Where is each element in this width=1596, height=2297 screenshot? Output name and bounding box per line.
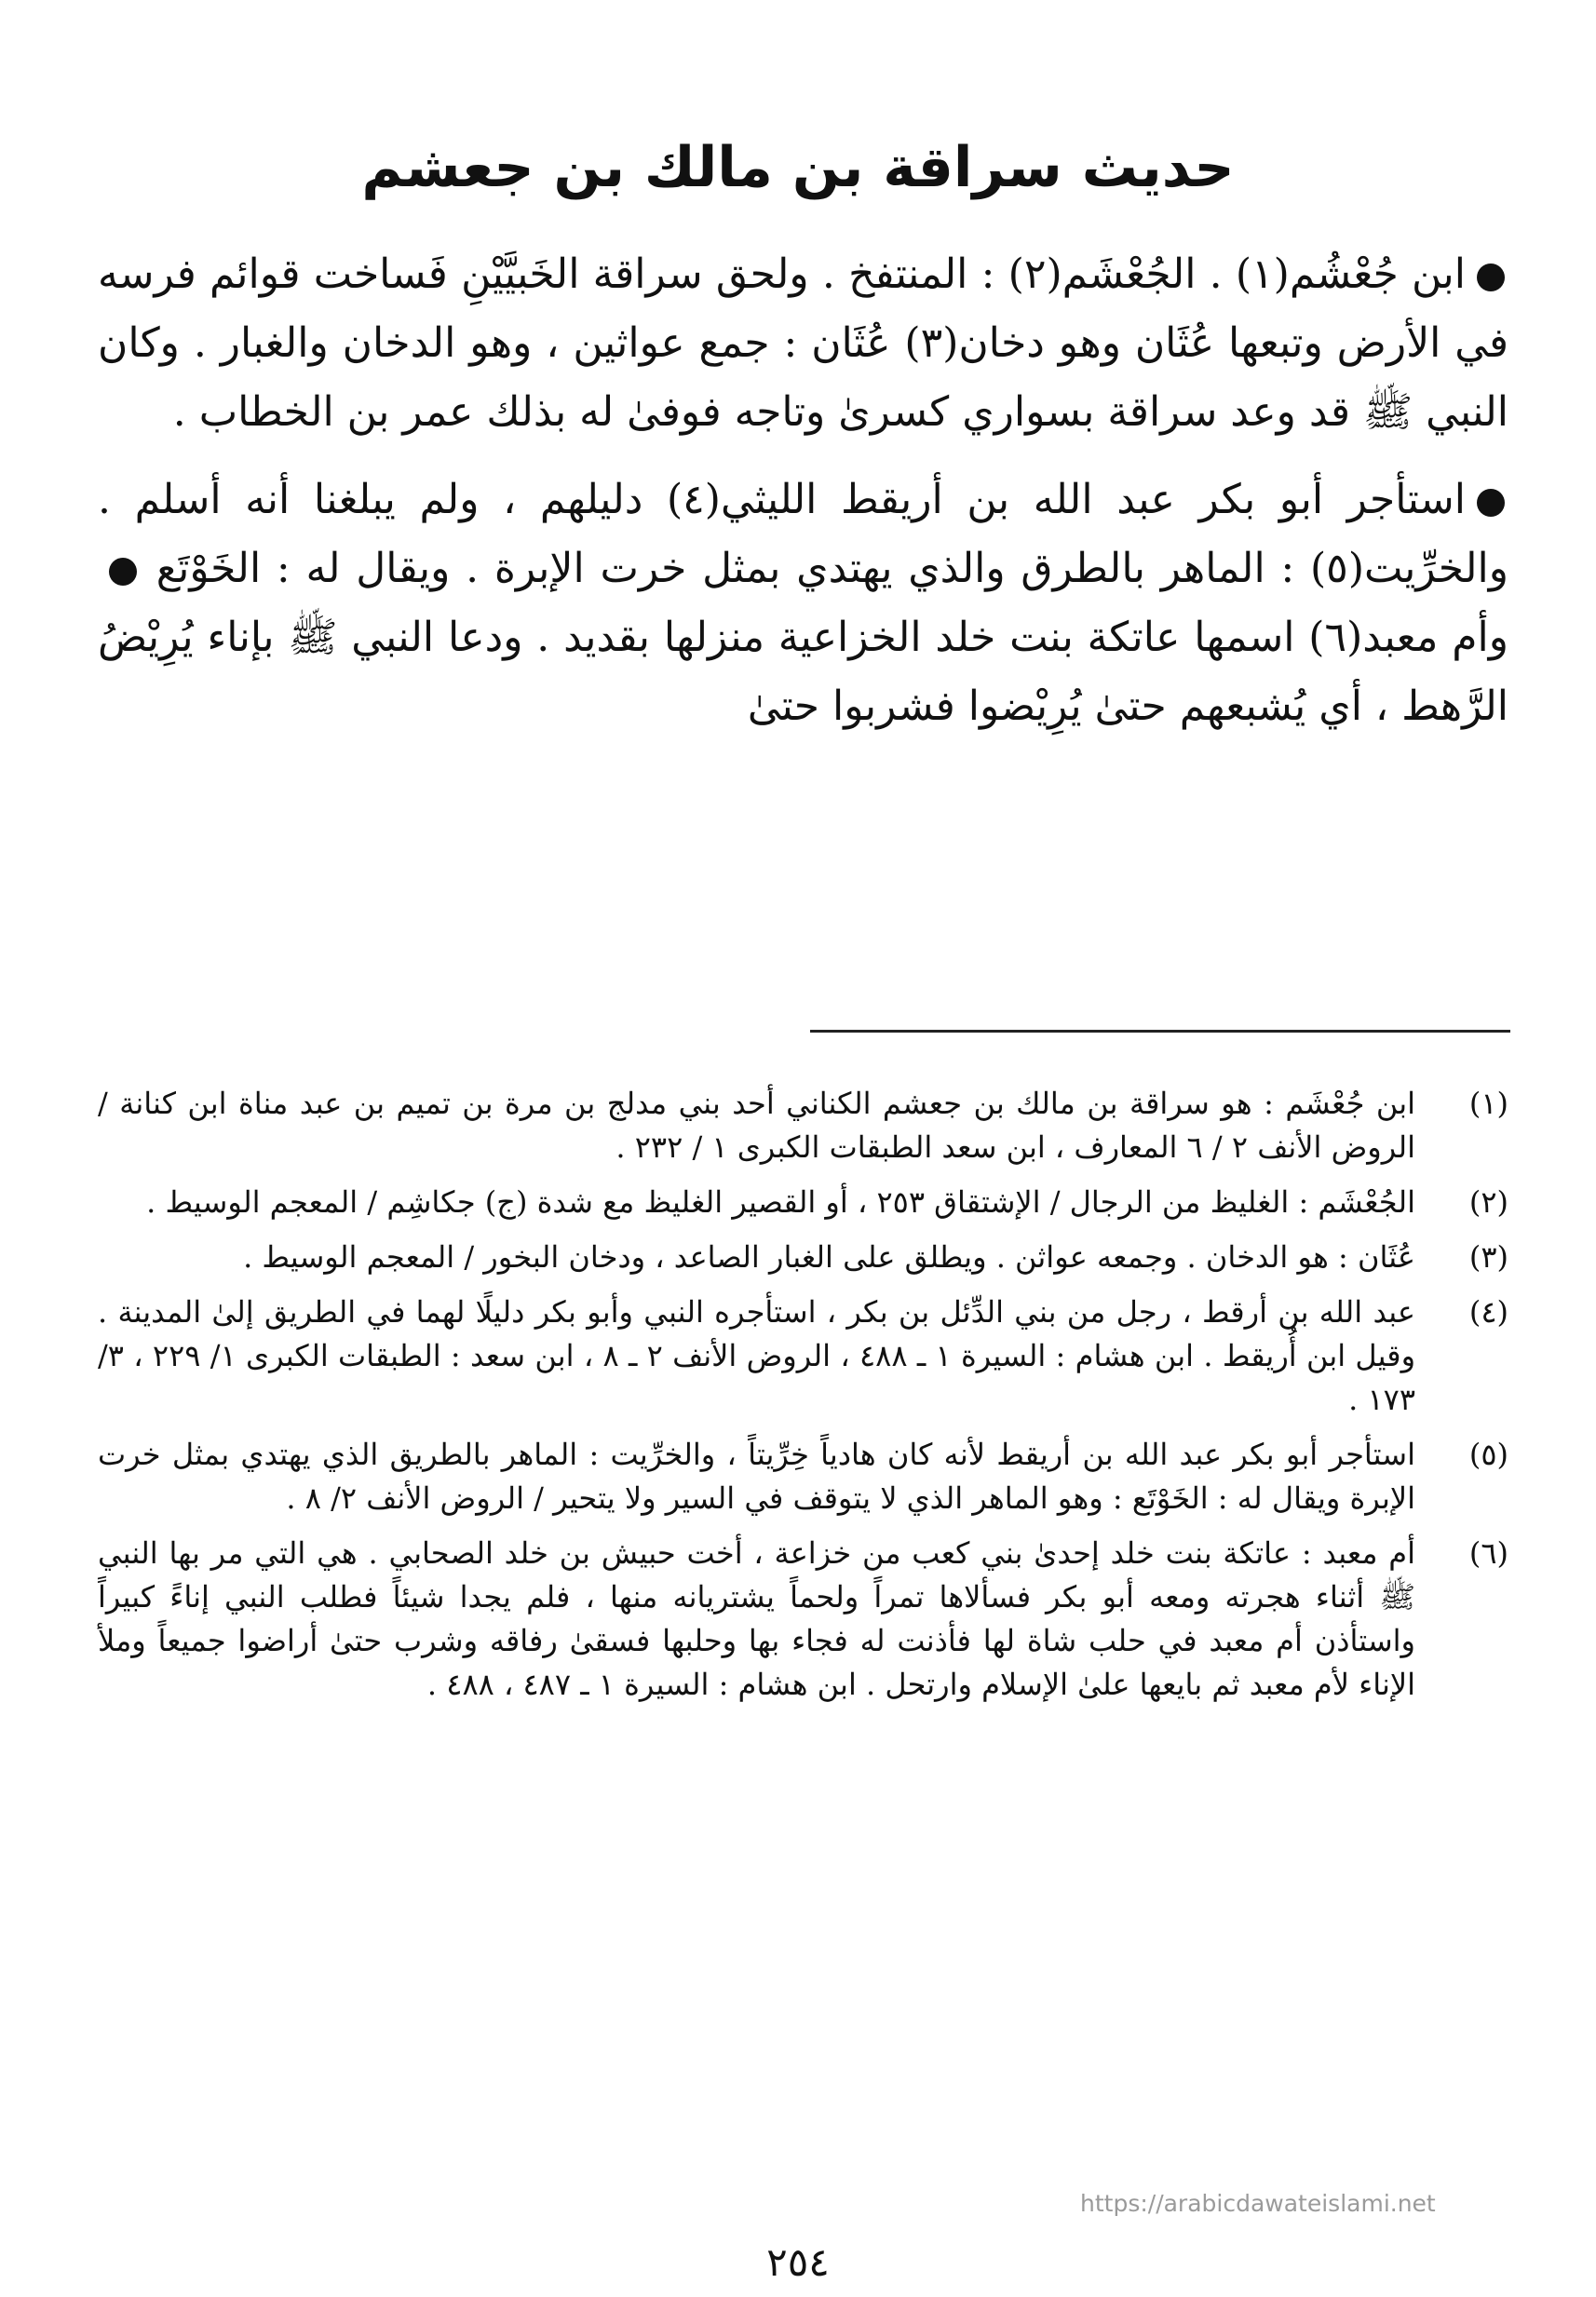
footnote-text: الجُعْشَم : الغليظ من الرجال / الإشتقاق ٢٥٣ ، أو القصير الغليظ مع شدة (ج) جكاشِم / المعجم الوسيط . (146, 1184, 1415, 1220)
footnote-number: (٥) (1468, 1437, 1508, 1472)
footnote (98, 1532, 1508, 1707)
footnote-text: عُثَان : هو الدخان . وجمعه عواثن . ويطلق على الغبار الصاعد ، ودخان البخور / المعجم الوسيط . (243, 1239, 1415, 1275)
main-paragraph (98, 240, 1508, 447)
footnote-number: (٤) (1468, 1294, 1508, 1330)
footnote-number: (١) (1468, 1086, 1508, 1121)
footnote-number: (٣) (1468, 1239, 1508, 1275)
footnote-divider (810, 1030, 1510, 1033)
footnote (98, 1082, 1508, 1169)
bullet-icon (109, 558, 137, 586)
footnotes-section (98, 1082, 1508, 1718)
page-title: حديث سراقة بن مالك بن جعشم (361, 135, 1235, 200)
footnote (98, 1236, 1508, 1279)
footnote-number: (٢) (1468, 1184, 1508, 1220)
main-paragraph-text: ابن جُعْشُم(١) . الجُعْشَم(٢) : المنتفخ . ولحق سراقة الخَبيَّيْنِ فَساخت قوائم فرسه في الأرض وتبعها عُثَان وهو دخان(٣) عُثَان : جمع عواثين ، وهو الدخان والغبار . وكان النبي ﷺ قد وعد سراقة بسواري كسرىٰ وتاجه فوفىٰ له بذلك عمر بن الخطاب . (98, 250, 1508, 436)
footnote-text: أم معبد : عاتكة بنت خلد إحدىٰ بني كعب من خزاعة ، أخت حبيش بن خلد الصحابي . هي التي مر بها النبي ﷺ أثناء هجرته ومعه أبو بكر فسألاها تمراً ولحماً يشتريانه منها ، فلم يجدا شيئاً فطلب النبي إناءً كبيراً واستأذن أم معبد في حلب شاة لها فأذنت له فجاء بها وحلبها فسقىٰ رفاقه وشرب حتىٰ أراضوا جميعاً وملأ الإناء لأم معبد ثم بايعها علىٰ الإسلام وارتحل . ابن هشام : السيرة ١ ـ ٤٨٧ ، ٤٨٨ . (98, 1535, 1415, 1702)
footnote (98, 1290, 1508, 1422)
footnote-text: ابن جُعْشَم : هو سراقة بن مالك بن جعشم الكناني أحد بني مدلج بن مرة بن تميم بن عبد مناة ابن كنانة / الروض الأنف ٢ / ٦ المعارف ، ابن سعد الطبقات الكبرى ١ / ٢٣٢ . (98, 1086, 1416, 1165)
footnote (98, 1433, 1508, 1520)
footnote-text: استأجر أبو بكر عبد الله بن أريقط لأنه كان هادياً خِرِّيتاً ، والخرِّيت : الماهر بالطريق الذي يهتدي بمثل خرت الإبرة ويقال له : الخَوْتَع : وهو الماهر الذي لا يتوقف في السير ولا يتحير / الروض الأنف ٢/ ٨ . (98, 1437, 1416, 1516)
main-body (98, 240, 1508, 760)
footnote (98, 1181, 1508, 1224)
footnote-text: عبد الله بن أرقط ، رجل من بني الدِّئل بن بكر ، استأجره النبي وأبو بكر دليلًا لهما في الطريق إلىٰ المدينة . وقيل ابن أُريقط . ابن هشام : السيرة ١ ـ ٤٨٨ ، الروض الأنف ٢ ـ ٨ ، ابن سعد : الطبقات الكبرى ١/ ٢٢٩ ، ٣/ ١٧٣ . (98, 1294, 1416, 1417)
page-number: ٢٥٤ (766, 2239, 830, 2285)
main-paragraph-text: وأم معبد(٦) اسمها عاتكة بنت خلد الخزاعية منزلها بقديد . ودعا النبي ﷺ بإناء يُرِيْضُ الرَّهط ، أي يُشبعهم حتىٰ يُرِيْضوا فشربوا حتىٰ (98, 614, 1508, 730)
main-paragraph-text: استأجر أبو بكر عبد الله بن أريقط الليثي(٤) دليلهم ، ولم يبلغنا أنه أسلم . والخرِّيت(٥) : الماهر بالطرق والذي يهتدي بمثل خرت الإبرة . ويقال له : الخَوْتَع (98, 476, 1508, 592)
bullet-icon (1477, 263, 1505, 291)
bullet-icon (1477, 489, 1505, 517)
footnote-number: (٦) (1468, 1535, 1508, 1571)
main-paragraph (98, 466, 1508, 741)
watermark-url: https://arabicdawateislami.net (1080, 2190, 1436, 2217)
